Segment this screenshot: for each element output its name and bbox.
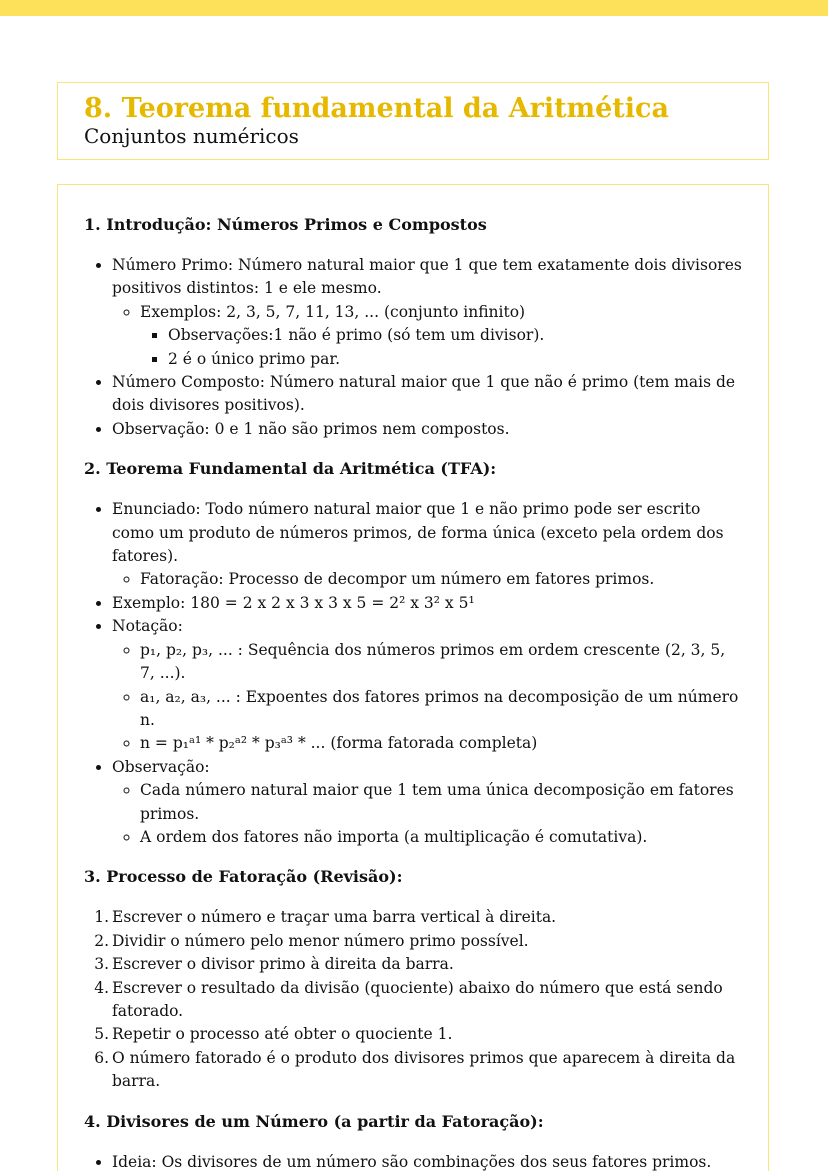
step-item xyxy=(94,1047,742,1094)
example-180: • Exemplo: 180 = 2 x 2 x 3 x 3 x 5 = 2² x 3² x 5¹ xyxy=(112,592,742,615)
list-item xyxy=(112,254,742,371)
page-title: 8. Teorema fundamental da Aritmética xyxy=(84,93,669,124)
step-text: O número fatorado é o produto dos divisores primos que aparecem à direita da barra. xyxy=(112,1048,736,1091)
title-box xyxy=(57,82,769,160)
intro-list xyxy=(84,254,742,441)
list-item: ▪ 2 é o único primo par. xyxy=(168,348,742,371)
step-number: 5. xyxy=(94,1025,109,1044)
list-item: ◦ n = p₁ᵃ¹ * p₂ᵃ² * p₃ᵃ³ * ... (forma fatorada completa) xyxy=(140,732,742,755)
step-number: 2. xyxy=(94,931,109,950)
tfa-list xyxy=(84,498,742,849)
examples-text: Exemplos: 2, 3, 5, 7, 11, 13, ... (conjunto infinito) xyxy=(140,302,526,321)
list-item: ◦ Fatoração: Processo de decompor um número em fatores primos. xyxy=(140,568,742,591)
list-item: ◦ A ordem dos fatores não importa (a multiplicação é comutativa). xyxy=(140,826,742,849)
step-number: 3. xyxy=(94,955,109,974)
page-subtitle: Conjuntos numéricos xyxy=(84,124,299,148)
zero-one-note: • Observação: 0 e 1 não são primos nem compostos. xyxy=(112,418,742,441)
step-number: 6. xyxy=(94,1048,109,1067)
list-item xyxy=(112,756,742,850)
sublist xyxy=(112,639,742,756)
step-number: 4. xyxy=(94,978,109,997)
step-text: Escrever o número e traçar uma barra vertical à direita. xyxy=(112,908,557,927)
sublist xyxy=(112,779,742,849)
sublist xyxy=(112,301,742,371)
step-item xyxy=(94,1023,742,1046)
sublist xyxy=(112,568,742,591)
list-item xyxy=(112,498,742,592)
section-heading-process: 3. Processo de Fatoração (Revisão): xyxy=(84,867,403,887)
step-text: Escrever o divisor primo à direita da barra. xyxy=(112,955,454,974)
step-text: Escrever o resultado da divisão (quociente) abaixo do número que está sendo fatorado. xyxy=(112,978,723,1020)
list-item: ◦ p₁, p₂, p₃, ... : Sequência dos números primos em ordem crescente (2, 3, 5, 7, ...). xyxy=(140,639,742,686)
step-item xyxy=(94,930,742,953)
composite-definition: • Número Composto: Número natural maior que 1 que não é primo (tem mais de dois divisores positivos). xyxy=(112,371,742,418)
idea-item: • Ideia: Os divisores de um número são combinações dos seus fatores primos. xyxy=(112,1151,742,1171)
top-accent-bar xyxy=(0,0,828,16)
list-item xyxy=(112,615,742,755)
primo-definition: Número Primo: Número natural maior que 1 que tem exatamente dois divisores positivos distintos: 1 e ele mesmo. xyxy=(112,256,742,298)
theorem-statement: Enunciado: Todo número natural maior que 1 e não primo pode ser escrito como um produto de números primos, de forma única (exceto pela ordem dos fatores). xyxy=(112,500,724,566)
step-item xyxy=(94,906,742,929)
content-box xyxy=(57,184,769,1171)
step-text: Dividir o número pelo menor número primo possível. xyxy=(112,931,529,950)
step-text: Repetir o processo até obter o quociente 1. xyxy=(112,1025,453,1044)
notation-label: Notação: xyxy=(112,617,183,636)
steps-list xyxy=(84,906,742,1093)
step-item xyxy=(94,953,742,976)
sublist xyxy=(140,324,742,371)
divisors-list xyxy=(84,1151,742,1171)
list-item: ◦ a₁, a₂, a₃, ... : Expoentes dos fatores primos na decomposição de um número n. xyxy=(140,686,742,733)
list-item: ▪ Observações:1 não é primo (só tem um divisor). xyxy=(168,324,742,347)
section-heading-tfa: 2. Teorema Fundamental da Aritmética (TFA): xyxy=(84,459,497,479)
step-number: 1. xyxy=(94,908,109,927)
step-item xyxy=(94,977,742,1024)
list-item: ◦ Cada número natural maior que 1 tem uma única decomposição em fatores primos. xyxy=(140,779,742,826)
list-item xyxy=(140,301,742,371)
section-heading-intro: 1. Introdução: Números Primos e Compostos xyxy=(84,215,487,234)
observation-label: Observação: xyxy=(112,757,210,776)
section-heading-divisors: 4. Divisores de um Número (a partir da Fatoração): xyxy=(84,1111,544,1131)
